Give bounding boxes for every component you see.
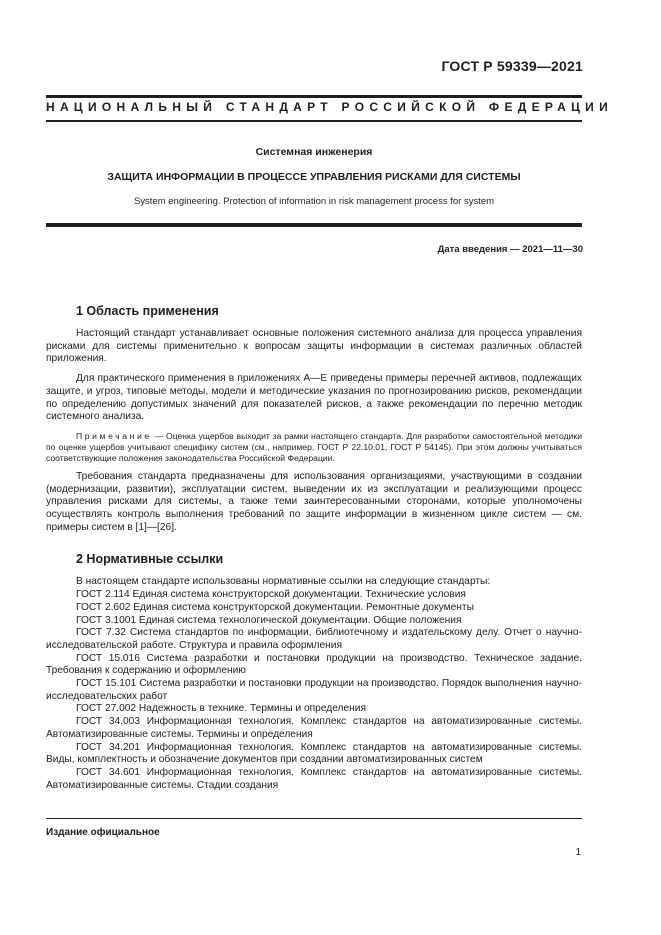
section1-paragraph-1: Настоящий стандарт устанавливает основные положения системного анализа для процесса управления рисками для системы применительно к вопросам защиты информации в системах различных областей приложения. (46, 328, 582, 365)
reference-item: ГОСТ 2.114 Единая система конструкторской документации. Технические условия (76, 589, 466, 601)
section1-heading: 1 Область применения (76, 304, 219, 318)
reference-item: ГОСТ 34.601 Информационная технология. Комплекс стандартов на автоматизированные системы. Автоматизированные системы. Стадии создания (46, 766, 582, 791)
top-rule (46, 95, 582, 98)
standard-title-en: System engineering. Protection of information in risk management process for system (133, 196, 495, 207)
reference-item: ГОСТ 27.002 Надежность в технике. Термины и определения (76, 703, 366, 715)
standard-number: ГОСТ Р 59339—2021 (441, 58, 583, 74)
introduction-date: Дата введения — 2021—11—30 (437, 244, 583, 255)
reference-item: ГОСТ 15.016 Система разработки и постановки продукции на производство. Техническое задание. Требования к содержанию и оформлению (46, 652, 582, 677)
section1-note (46, 431, 582, 464)
reference-item: ГОСТ 34.003 Информационная технология. Комплекс стандартов на автоматизированные системы. Автоматизированные системы. Термины и определения (46, 716, 582, 740)
references-list (46, 576, 582, 792)
reference-item: ГОСТ 15.101 Система разработки и постановки продукции на производство. Порядок выполнения научно-исследовательских работ (46, 678, 582, 702)
reference-item: ГОСТ 7.32 Система стандартов по информации, библиотечному и издательскому делу. Отчет о научно-исследовательской работе. Структура и правила оформления (46, 627, 582, 651)
footer-rule (46, 818, 582, 819)
reference-item: ГОСТ 2.602 Единая система конструкторской документации. Ремонтные документы (76, 601, 474, 613)
national-standard-label: НАЦИОНАЛЬНЫЙ СТАНДАРТ РОССИЙСКОЙ ФЕДЕРАЦИИ (46, 100, 614, 114)
edition-label: Издание официальное (46, 827, 160, 838)
reference-item: ГОСТ 34.201 Информационная технология. Комплекс стандартов на автоматизированные системы. Виды, комплектность и обозначение документов при создании автоматизированных систем (46, 741, 582, 766)
reference-item: ГОСТ 3.1001 Единая система технологической документации. Общие положения (76, 614, 462, 626)
section1-paragraph-3: Требования стандарта предназначены для использования организациями, участвующими в создании (модернизации, развитии), эксплуатации систем, выведении их из эксплуатации и реализующими процесс управления рисками для системы, а также теми заинтересованными сторонами, которые уполномочены осуществлять контроль выполнения требований по защите информации в жизненном цикле систем — см. примеры систем в [1]—[26]. (46, 470, 582, 533)
page-number: 1 (575, 847, 581, 858)
main-content (46, 304, 582, 792)
section1-paragraph-2: Для практического применения в приложениях А—Е приведены примеры перечней активов, подлежащих защите, и угроз, типовые методы, модели и методические указания по прогнозированию рисков, рекомендации по определению допустимых значений для показателей рисков, а также рекомендации по перечню методик системного анализа. (46, 373, 582, 423)
note-text: — Оценка ущербов выходит за рамки настоящего стандарта. Для разработки самостоятельной методики по оценке ущербов учитывают специфику систем (см., например, ГОСТ Р 22.10.01, ГОСТ Р 54145). При этом должны учитываться соответствующие положения законодательства Российской Федерации. (46, 430, 582, 463)
middle-rule (46, 120, 582, 122)
standard-title-ru: ЗАЩИТА ИНФОРМАЦИИ В ПРОЦЕССЕ УПРАВЛЕНИЯ РИСКАМИ ДЛЯ СИСТЕМЫ (107, 171, 521, 183)
standard-category: Системная инженерия (255, 146, 373, 158)
note-label: Примечание (76, 430, 152, 441)
bottom-rule (46, 223, 582, 227)
section2-heading: 2 Нормативные ссылки (76, 552, 224, 567)
references-intro: В настоящем стандарте использованы нормативные ссылки на следующие стандарты: (76, 576, 491, 588)
